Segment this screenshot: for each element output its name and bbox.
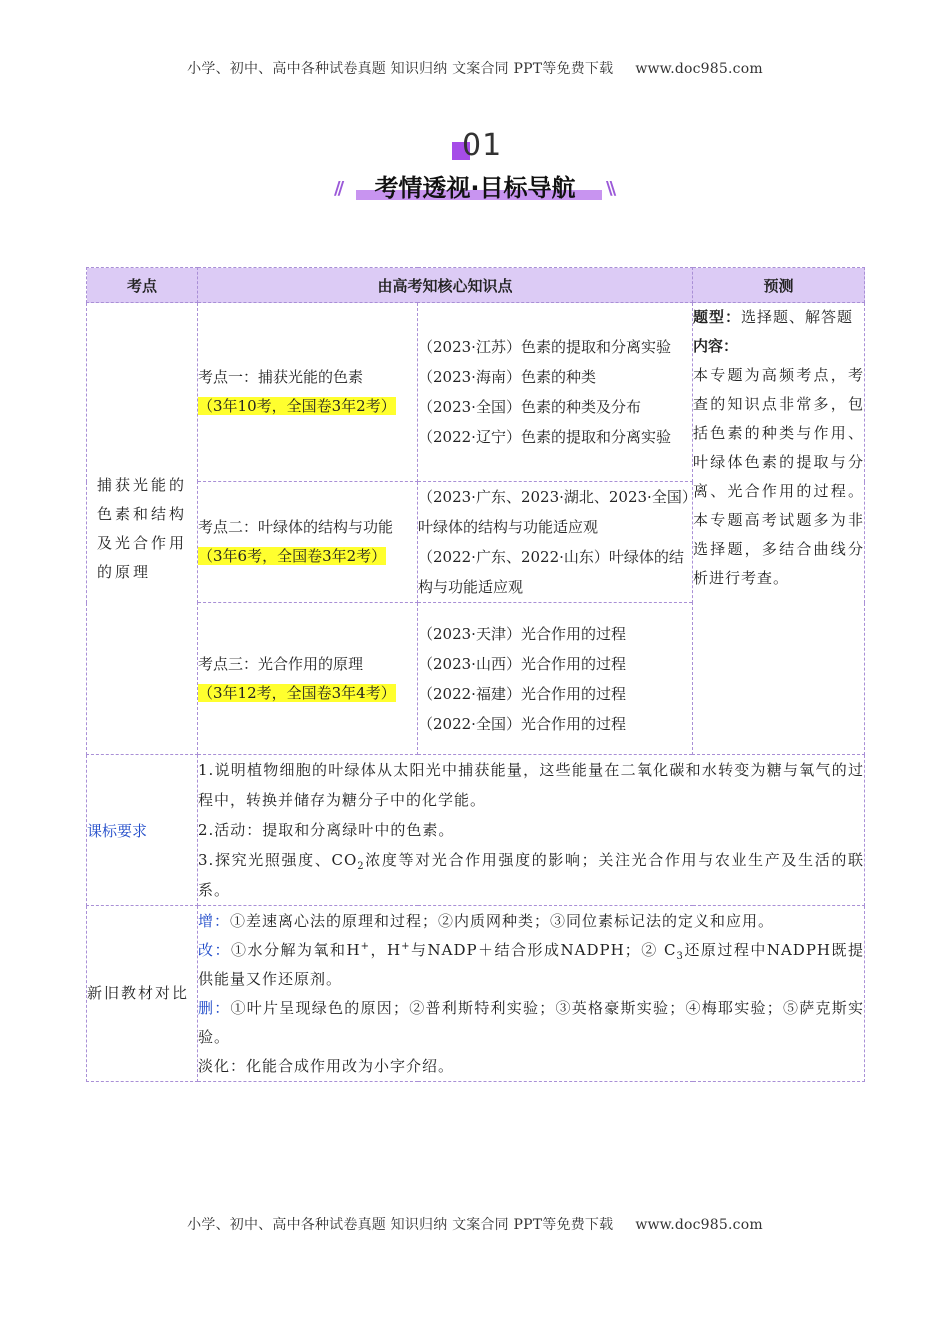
point-cell-2 bbox=[198, 482, 418, 603]
comparison-weaken: 淡化：化能合成作用改为小字介绍。 bbox=[198, 1056, 455, 1075]
source-item: （2023·海南）色素的种类 bbox=[418, 368, 596, 386]
source-item: （2022·广东、2022·山东）叶绿体的结构与功能适应观 bbox=[418, 548, 684, 596]
footer-site[interactable]: www.doc985.com bbox=[635, 1217, 763, 1233]
source-item: （2023·山西）光合作用的过程 bbox=[418, 654, 626, 673]
sources-cell-1 bbox=[418, 303, 693, 482]
predict-type-value: 选择题、解答题 bbox=[741, 308, 854, 326]
point-cell-3 bbox=[198, 603, 418, 755]
header-text: 小学、初中、高中各种试卷真题 知识归纳 文案合同 PPT等免费下载 bbox=[187, 61, 614, 77]
comparison-delete: 删：①叶片呈现绿色的原因；②普利斯特利实验；③英格豪斯实验；④梅耶实验；⑤萨克斯实验。 bbox=[198, 998, 864, 1046]
source-item: （2022·辽宁）色素的提取和分离实验 bbox=[418, 428, 671, 446]
source-item: （2023·天津）光合作用的过程 bbox=[418, 624, 626, 643]
header-site[interactable]: www.doc985.com bbox=[635, 61, 763, 77]
source-item: （2022·福建）光合作用的过程 bbox=[418, 684, 626, 703]
requirement-item: 1.说明植物细胞的叶绿体从太阳光中捕获能量，这些能量在二氧化碳和水转变为糖与氧气的过程中，转换并储存为糖分子中的化学能。 bbox=[198, 761, 865, 809]
requirements-label: 课标要求 bbox=[87, 755, 198, 906]
slash-decoration-left: // bbox=[334, 178, 342, 199]
comparison-cell bbox=[198, 906, 865, 1082]
comparison-label: 新旧教材对比 bbox=[87, 906, 198, 1082]
source-item: （2023·全国）色素的种类及分布 bbox=[418, 398, 641, 416]
point-name-2: 考点二：叶绿体的结构与功能 bbox=[198, 518, 394, 536]
exam-analysis-table bbox=[86, 267, 865, 1082]
point-freq-3: （3年12考，全国卷3年4考） bbox=[198, 683, 396, 702]
table-row bbox=[87, 303, 865, 482]
slash-decoration-right: \\ bbox=[606, 178, 614, 199]
footer-text: 小学、初中、高中各种试卷真题 知识归纳 文案合同 PPT等免费下载 bbox=[187, 1217, 614, 1233]
page-footer bbox=[0, 1214, 950, 1234]
section-title: 考情透视·目标导航 bbox=[374, 174, 576, 202]
section-number: 01 bbox=[462, 128, 503, 163]
requirement-item: 3.探究光照强度、$CO_2$浓度等对光合作用强度的影响；关注光合作用与农业生产及生活的联系。 bbox=[198, 851, 865, 899]
predict-cell bbox=[693, 303, 865, 755]
topic-text: 捕获光能的色素和结构及光合作用的原理 bbox=[97, 475, 188, 581]
point-cell-1 bbox=[198, 303, 418, 482]
point-freq-1: （3年10考，全国卷3年2考） bbox=[198, 397, 396, 415]
header-kaodian: 考点 bbox=[87, 268, 198, 303]
requirement-item: 2.活动：提取和分离绿叶中的色素。 bbox=[198, 821, 455, 839]
sources-cell-2 bbox=[418, 482, 693, 603]
header-core-knowledge: 由高考知核心知识点 bbox=[198, 268, 693, 303]
page-header bbox=[0, 58, 950, 78]
topic-cell bbox=[87, 303, 198, 755]
predict-content-value: 本专题为高频考点，考查的知识点非常多，包括色素的种类与作用、叶绿体色素的提取与分离、光合作用的过程。本专题高考试题多为非选择题，多结合曲线分析进行考查。 bbox=[693, 366, 865, 587]
requirements-row bbox=[87, 755, 865, 906]
source-item: （2023·江苏）色素的提取和分离实验 bbox=[418, 338, 671, 356]
comparison-row bbox=[87, 906, 865, 1082]
comparison-add: 增：①差速离心法的原理和过程；②内质网种类；③同位素标记法的定义和应用。 bbox=[198, 911, 775, 930]
source-item: （2023·广东、2023·湖北、2023·全国）叶绿体的结构与功能适应观 bbox=[418, 488, 690, 536]
table-header-row bbox=[87, 268, 865, 303]
point-name-3: 考点三：光合作用的原理 bbox=[198, 654, 364, 673]
predict-content-label: 内容： bbox=[693, 337, 739, 355]
source-item: （2022·全国）光合作用的过程 bbox=[418, 714, 626, 733]
comparison-change: 改：①水分解为氧和H+，H+与NADP＋结合形成NADPH；② $C_3$还原过程中NADPH既提供能量又作还原剂。 bbox=[198, 940, 865, 988]
predict-type-label: 题型： bbox=[693, 308, 742, 326]
requirements-cell bbox=[198, 755, 865, 906]
point-freq-2: （3年6考，全国卷3年2考） bbox=[198, 547, 387, 565]
sources-cell-3 bbox=[418, 603, 693, 755]
point-name-1: 考点一：捕获光能的色素 bbox=[198, 368, 364, 386]
section-title-block bbox=[0, 128, 950, 208]
header-predict: 预测 bbox=[693, 268, 865, 303]
